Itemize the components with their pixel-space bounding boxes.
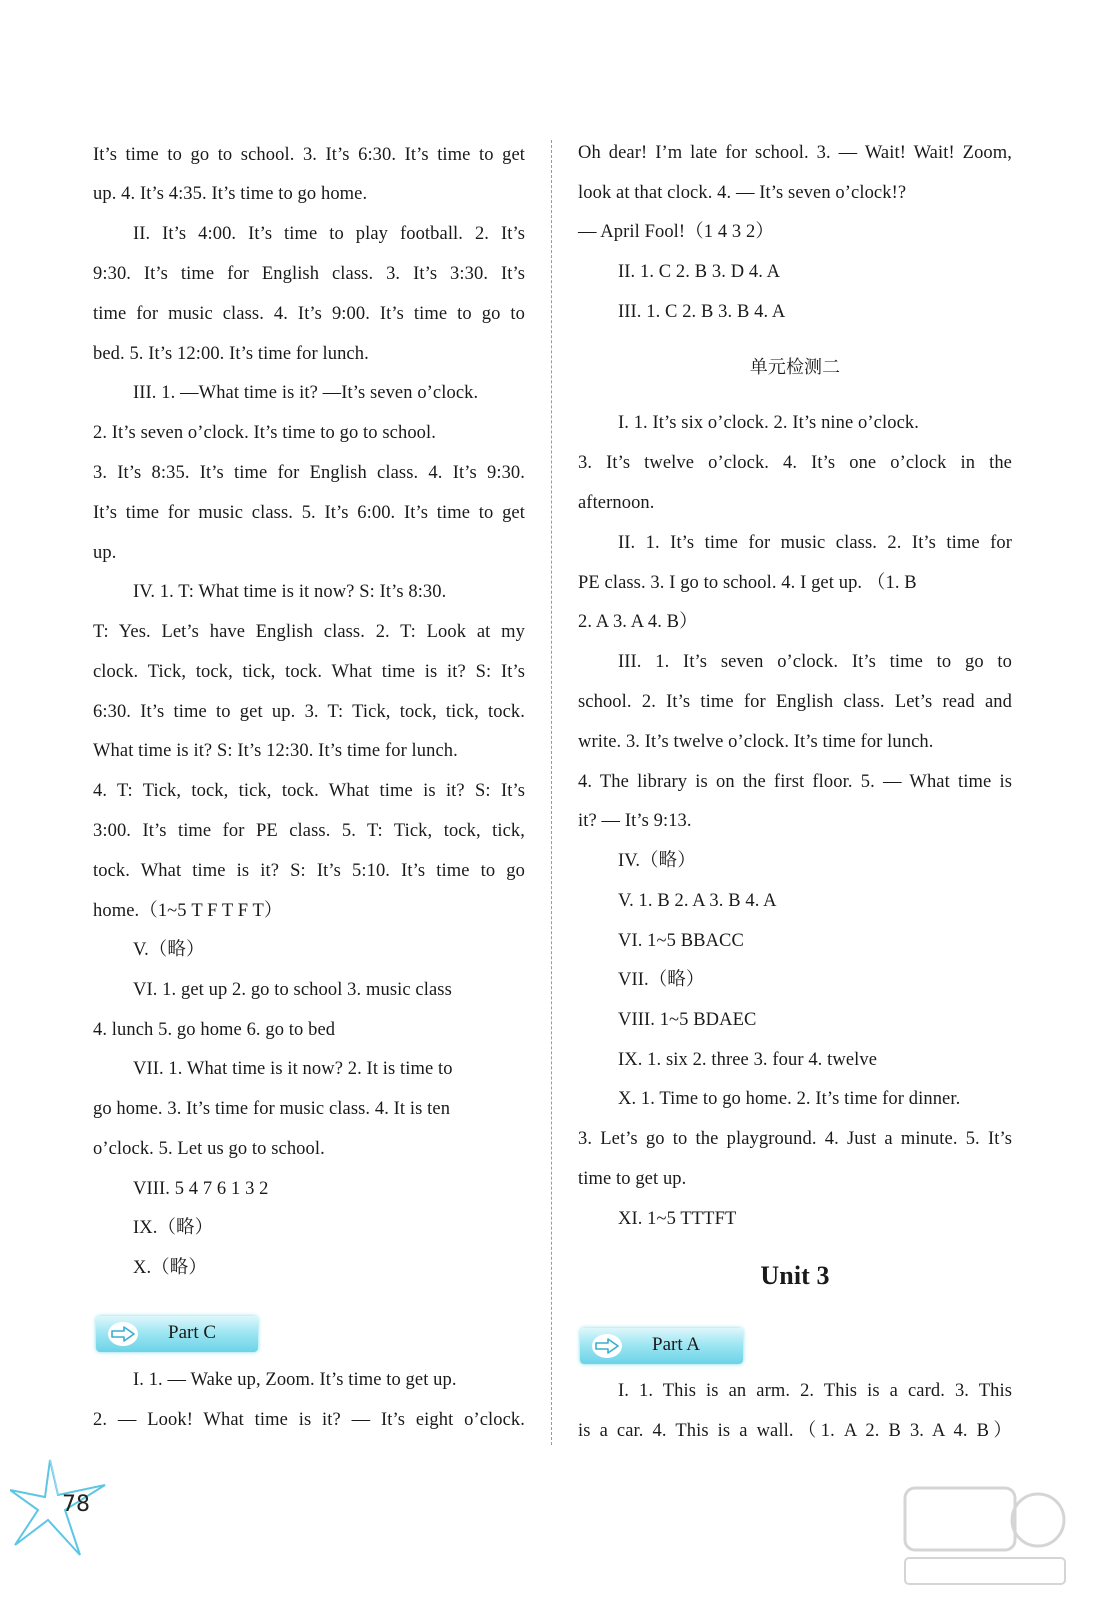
left-answer-line: home.（1~5 T F T F T） <box>93 901 283 921</box>
part-c-badge <box>96 1316 258 1352</box>
left-answer-line: 4. lunch 5. go home 6. go to bed <box>93 1020 336 1040</box>
arrow-right-icon <box>108 1322 138 1346</box>
right-answer-line: I. 1. It’s six o’clock. 2. It’s nine o’clock. <box>618 413 919 433</box>
left-answer-line: VIII. 5 4 7 6 1 3 2 <box>133 1179 269 1199</box>
right-answer-line: time to get up. <box>578 1169 687 1189</box>
right-answer-line: PE class. 3. I go to school. 4. I get up. （1. B <box>578 573 917 593</box>
right-answer-line: — April Fool!（1 4 3 2） <box>578 222 774 242</box>
right-answer-line: look at that clock. 4. — It’s seven o’clock!? <box>578 183 907 203</box>
right-answer-line: II. 1. C 2. B 3. D 4. A <box>618 262 781 282</box>
left-answer-line: IX.（略） <box>133 1218 214 1238</box>
left-answer-line: What time is it? S: It’s 12:30. It’s time for lunch. <box>93 741 458 761</box>
left-answer-line: 2. It’s seven o’clock. It’s time to go to school. <box>93 423 436 443</box>
column-divider <box>551 140 552 1445</box>
left-answer-line: 3. It’s 8:35. It’s time for English class. 4. It’s 9:30. <box>93 463 525 483</box>
right-answer-line: school. 2. It’s time for English class. Let’s read and <box>578 692 1012 712</box>
right-answer-line: IX. 1. six 2. three 3. four 4. twelve <box>618 1050 878 1070</box>
right-answer-line: V. 1. B 2. A 3. B 4. A <box>618 891 777 911</box>
left-answer-line: up. 4. It’s 4:35. It’s time to go home. <box>93 184 368 204</box>
left-answer-line: clock. Tick, tock, tick, tock. What time is it? S: It’s <box>93 662 525 682</box>
left-answer-line: 6:30. It’s time to get up. 3. T: Tick, tock, tick, tock. <box>93 702 525 722</box>
right-answer-line: III. 1. It’s seven o’clock. It’s time to go to <box>618 652 1012 672</box>
right-answer-line: II. 1. It’s time for music class. 2. It’s time for <box>618 533 1012 553</box>
left-answer-line: tock. What time is it? S: It’s 5:10. It’s time to go <box>93 861 525 881</box>
left-answer-line: VII. 1. What time is it now? 2. It is time to <box>133 1059 453 1079</box>
left-answer-line: bed. 5. It’s 12:00. It’s time for lunch. <box>93 344 369 364</box>
part-c-label: Part C <box>168 1322 217 1343</box>
left-answer-line: T: Yes. Let’s have English class. 2. T: Look at my <box>93 622 525 642</box>
part-a-label: Part A <box>652 1334 701 1355</box>
right-answer-line: it? — It’s 9:13. <box>578 811 692 831</box>
right-answer-line: 3. Let’s go to the playground. 4. Just a minute. 5. It’s <box>578 1129 1012 1149</box>
right-answer-line: 4. The library is on the first floor. 5. — What time is <box>578 772 1012 792</box>
left-answer-line: I. 1. — Wake up, Zoom. It’s time to get up. <box>133 1370 457 1390</box>
right-answer-line: 3. It’s twelve o’clock. 4. It’s one o’clock in the <box>578 453 1012 473</box>
right-answer-line: X. 1. Time to go home. 2. It’s time for dinner. <box>618 1089 961 1109</box>
right-answer-line: VI. 1~5 BBACC <box>618 931 744 951</box>
page-number: 78 <box>62 1492 90 1517</box>
left-answer-line: 4. T: Tick, tock, tick, tock. What time is it? S: It’s <box>93 781 525 801</box>
watermark-logo-icon <box>900 1480 1070 1590</box>
left-answer-line: 3:00. It’s time for PE class. 5. T: Tick, tock, tick, <box>93 821 525 841</box>
right-answer-line: 2. A 3. A 4. B） <box>578 612 698 632</box>
right-answer-line: VIII. 1~5 BDAEC <box>618 1010 757 1030</box>
left-answer-line: It’s time to go to school. 3. It’s 6:30. It’s time to get <box>93 145 525 165</box>
right-answer-line: VII.（略） <box>618 970 705 990</box>
left-answer-line: 9:30. It’s time for English class. 3. It’s 3:30. It’s <box>93 264 525 284</box>
right-answer-line: I. 1. This is an arm. 2. This is a card. 3. This <box>618 1381 1012 1401</box>
left-answer-line: III. 1. —What time is it? —It’s seven o’clock. <box>133 383 479 403</box>
left-answer-line: 2. — Look! What time is it? — It’s eight o’clock. <box>93 1410 525 1430</box>
arrow-right-icon <box>592 1334 622 1358</box>
left-answer-line: go home. 3. It’s time for music class. 4. It is ten <box>93 1099 451 1119</box>
left-answer-line: II. It’s 4:00. It’s time to play football. 2. It’s <box>133 224 525 244</box>
left-answer-line: o’clock. 5. Let us go to school. <box>93 1139 325 1159</box>
right-answer-line: III. 1. C 2. B 3. B 4. A <box>618 302 786 322</box>
left-answer-line: time for music class. 4. It’s 9:00. It’s time to go to <box>93 304 525 324</box>
right-answer-line: IV.（略） <box>618 851 696 871</box>
right-answer-line: XI. 1~5 TTTFT <box>618 1209 737 1229</box>
left-answer-line: V.（略） <box>133 940 205 960</box>
right-answer-line: Oh dear! I’m late for school. 3. — Wait! Wait! Zoom, <box>578 143 1012 163</box>
left-answer-line: It’s time for music class. 5. It’s 6:00. It’s time to get <box>93 503 525 523</box>
right-answer-line: is a car. 4. This is a wall.（1. A 2. B 3. A 4. B） <box>578 1421 1012 1441</box>
left-answer-line: X.（略） <box>133 1258 207 1278</box>
section-heading-unit-test: 单元检测二 <box>749 357 841 378</box>
unit-heading: Unit 3 <box>760 1261 830 1290</box>
left-answer-line: up. <box>93 543 117 563</box>
right-answer-line: write. 3. It’s twelve o’clock. It’s time for lunch. <box>578 732 934 752</box>
part-a-badge <box>580 1328 743 1364</box>
right-answer-line: afternoon. <box>578 493 655 513</box>
left-answer-line: IV. 1. T: What time is it now? S: It’s 8:30. <box>133 582 447 602</box>
left-answer-line: VI. 1. get up 2. go to school 3. music class <box>133 980 452 1000</box>
